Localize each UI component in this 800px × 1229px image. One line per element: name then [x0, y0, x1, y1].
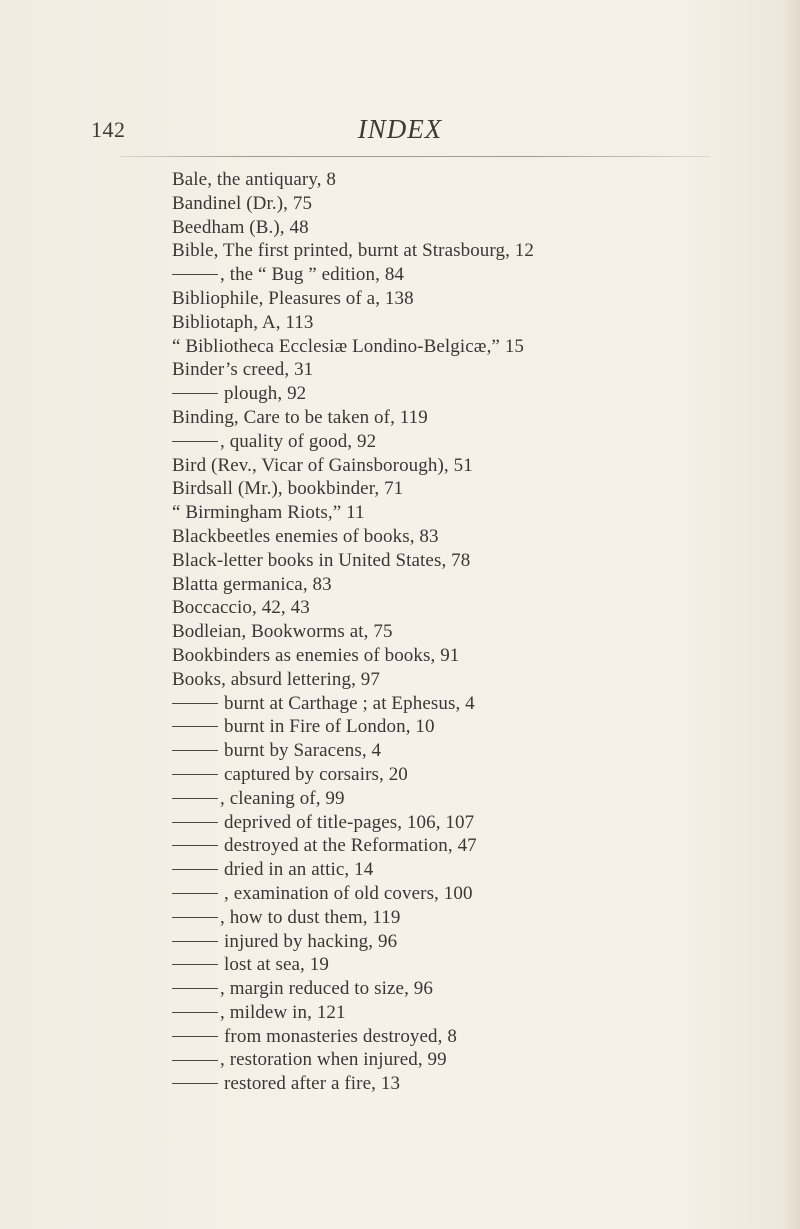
index-entry: [172, 454, 772, 478]
index-entry: [172, 287, 772, 311]
entry-text: , restoration when injured, 99: [220, 1049, 447, 1071]
ditto-dash: [172, 441, 218, 442]
index-entry: [172, 668, 772, 692]
ditto-dash: [172, 703, 218, 704]
index-entry: [172, 311, 772, 335]
entry-text: Bibliophile, Pleasures of a, 138: [172, 287, 414, 309]
index-entry: [172, 573, 772, 597]
index-subentry: [172, 811, 772, 835]
index-subentry: [172, 1001, 772, 1025]
index-entry: [172, 644, 772, 668]
entry-text: deprived of title-pages, 106, 107: [224, 811, 475, 833]
index-subentry: [172, 834, 772, 858]
ditto-dash: [172, 393, 218, 394]
entry-text: Blatta germanica, 83: [172, 573, 332, 595]
ditto-dash: [172, 822, 218, 823]
entry-text: Boccaccio, 42, 43: [172, 597, 310, 619]
index-entry: [172, 168, 772, 192]
index-subentry: [172, 930, 772, 954]
index-entry: [172, 406, 772, 430]
entry-text: from monasteries destroyed, 8: [224, 1025, 457, 1047]
index-subentry: [172, 787, 772, 811]
ditto-dash: [172, 1036, 218, 1037]
entry-text: plough, 92: [224, 383, 307, 405]
entry-text: , cleaning of, 99: [220, 787, 345, 809]
entry-text: burnt in Fire of London, 10: [224, 716, 435, 738]
index-subentry: [172, 1048, 772, 1072]
index-subentry: [172, 1072, 772, 1096]
header-rule: [120, 156, 710, 157]
index-subentry: [172, 739, 772, 763]
page-number: 142: [91, 117, 126, 142]
index-subentry: [172, 906, 772, 930]
entry-text: , margin reduced to size, 96: [220, 978, 433, 1000]
entry-text: Bibliotaph, A, 113: [172, 311, 314, 333]
ditto-dash: [172, 1012, 218, 1013]
index-subentry: [172, 692, 772, 716]
index-entry: [172, 525, 772, 549]
entry-text: “ Birmingham Riots,” 11: [172, 502, 365, 524]
ditto-dash: [172, 798, 218, 799]
index-entry: [172, 216, 772, 240]
entry-text: destroyed at the Reformation, 47: [224, 835, 477, 857]
ditto-dash: [172, 893, 218, 894]
index-entry: [172, 501, 772, 525]
index-subentry: [172, 715, 772, 739]
ditto-dash: [172, 774, 218, 775]
entry-text: Blackbeetles enemies of books, 83: [172, 525, 439, 547]
entry-text: dried in an attic, 14: [224, 859, 374, 881]
entry-text: , how to dust them, 119: [220, 906, 401, 928]
entry-text: lost at sea, 19: [224, 954, 329, 976]
index-entry: [172, 477, 772, 501]
index-subentry: [172, 953, 772, 977]
entry-text: Binding, Care to be taken of, 119: [172, 406, 428, 428]
entry-text: , mildew in, 121: [220, 1001, 346, 1023]
index-subentry: [172, 858, 772, 882]
index-subentry: [172, 882, 772, 906]
index-entry: [172, 239, 772, 263]
page-edge-shadow: [782, 0, 800, 1229]
index-subentry: [172, 763, 772, 787]
index-entry: [172, 549, 772, 573]
entry-text: Beedham (B.), 48: [172, 216, 309, 238]
ditto-dash: [172, 964, 218, 965]
entry-text: Bookbinders as enemies of books, 91: [172, 644, 460, 666]
index-subentry: [172, 1025, 772, 1049]
entry-text: , examination of old covers, 100: [224, 882, 473, 904]
entry-text: restored after a fire, 13: [224, 1073, 401, 1095]
ditto-dash: [172, 1060, 218, 1061]
entry-text: Black-letter books in United States, 78: [172, 549, 471, 571]
entry-text: Bird (Rev., Vicar of Gainsborough), 51: [172, 454, 473, 476]
entry-text: captured by corsairs, 20: [224, 763, 408, 785]
index-subentry: [172, 382, 772, 406]
entry-text: Bale, the antiquary, 8: [172, 169, 336, 190]
index-subentry: [172, 263, 772, 287]
entry-text: Bandinel (Dr.), 75: [172, 192, 313, 214]
ditto-dash: [172, 726, 218, 727]
entry-text: Binder’s creed, 31: [172, 359, 314, 381]
index-entry: [172, 358, 772, 382]
entry-text: burnt by Saracens, 4: [224, 740, 382, 762]
entry-text: Bodleian, Bookworms at, 75: [172, 621, 393, 643]
entry-text: , the “ Bug ” edition, 84: [220, 264, 405, 286]
index-entry: [172, 596, 772, 620]
index-entry: [172, 192, 772, 216]
index-entry: [172, 620, 772, 644]
ditto-dash: [172, 274, 218, 275]
ditto-dash: [172, 988, 218, 989]
index-subentry: [172, 430, 772, 454]
ditto-dash: [172, 845, 218, 846]
ditto-dash: [172, 1083, 218, 1084]
ditto-dash: [172, 917, 218, 918]
index-entries: [172, 168, 772, 1096]
index-subentry: [172, 977, 772, 1001]
entry-text: , quality of good, 92: [220, 430, 377, 452]
entry-text: “ Bibliotheca Ecclesiæ Londino-Belgicæ,” 15: [172, 335, 525, 357]
entry-text: injured by hacking, 96: [224, 930, 398, 952]
entry-text: Bible, The first printed, burnt at Strasbourg, 12: [172, 240, 534, 262]
entry-text: Books, absurd lettering, 97: [172, 668, 380, 690]
ditto-dash: [172, 750, 218, 751]
entry-text: burnt at Carthage ; at Ephesus, 4: [224, 692, 475, 714]
entry-text: Birdsall (Mr.), bookbinder, 71: [172, 478, 404, 500]
index-entry: [172, 335, 772, 359]
ditto-dash: [172, 869, 218, 870]
running-title: INDEX: [357, 114, 443, 144]
ditto-dash: [172, 941, 218, 942]
